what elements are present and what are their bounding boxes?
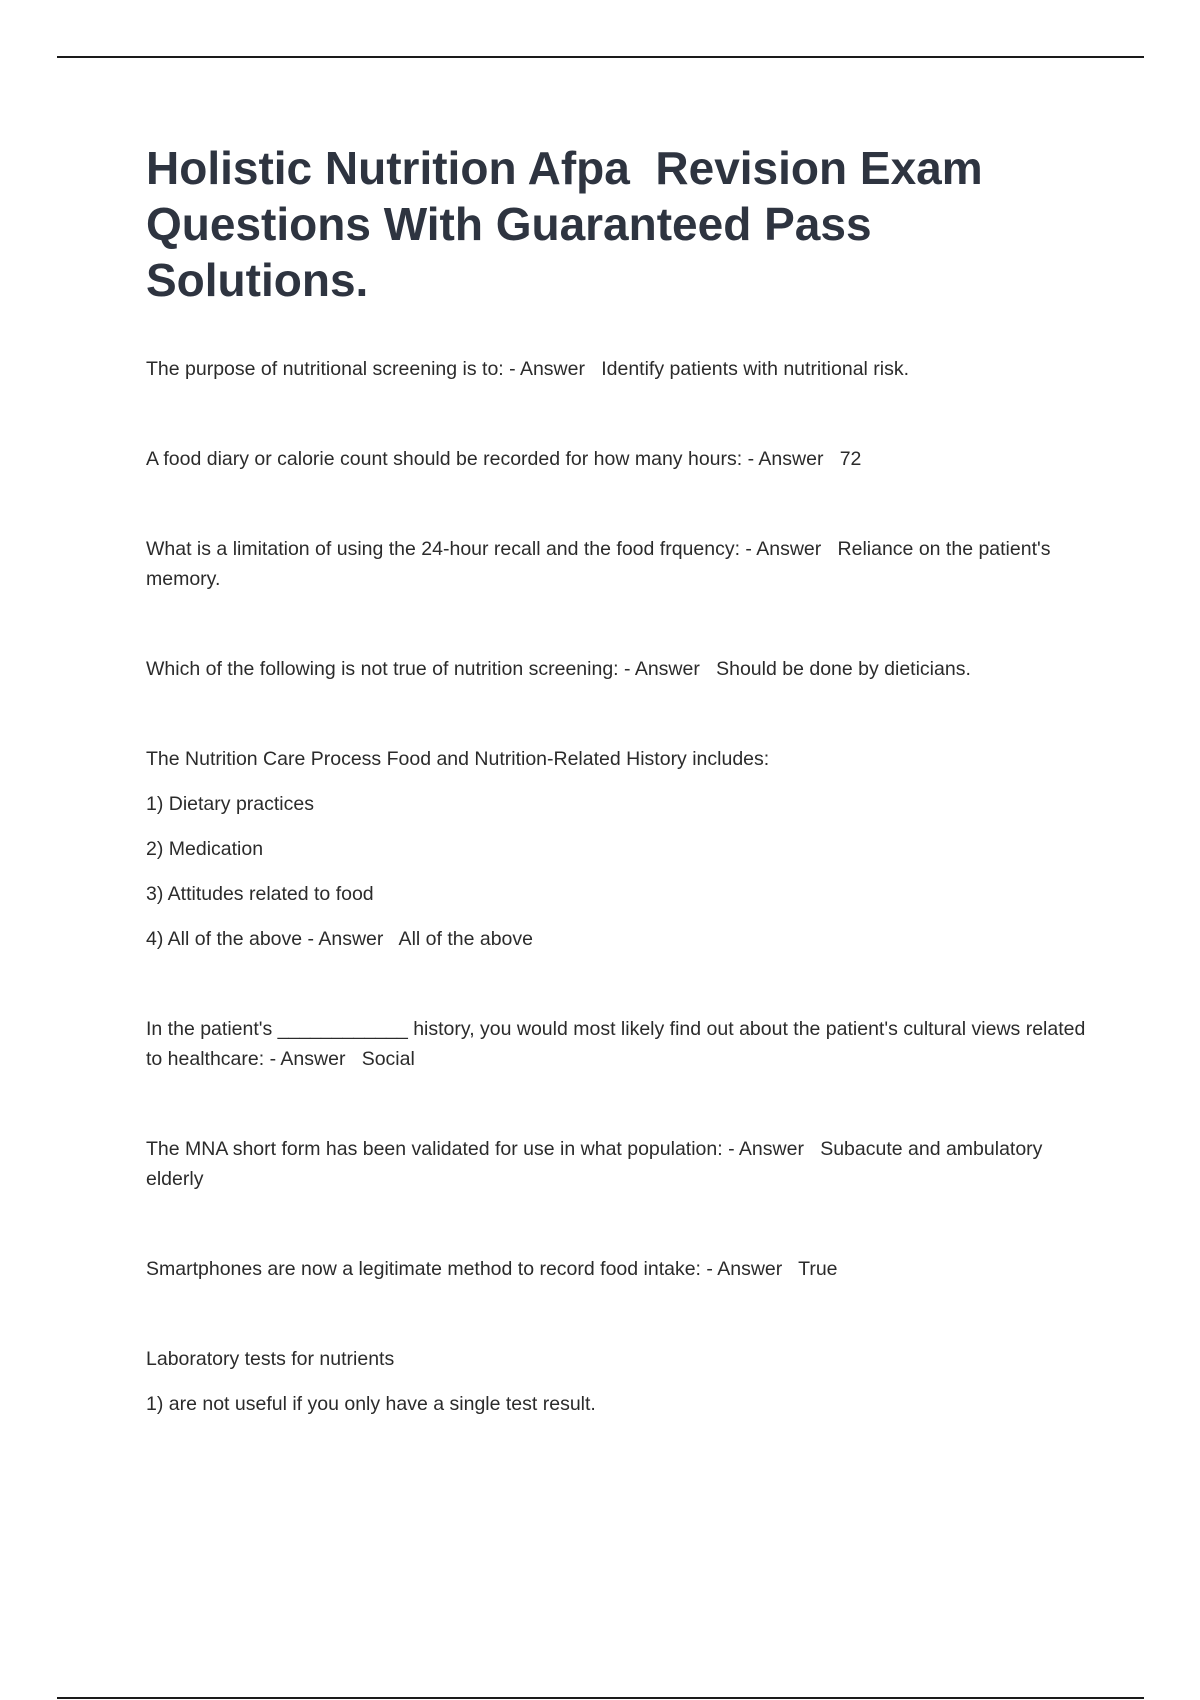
qa-item: In the patient's ____________ history, you would most likely find out about the patient's cultural views related to healthcare: - Answer Social	[146, 1018, 1091, 1070]
qa-option: 1) are not useful if you only have a single test result.	[146, 1393, 596, 1415]
qa-option: 3) Attitudes related to food	[146, 883, 374, 905]
qa-item: The MNA short form has been validated for use in what population: - Answer Subacute and ambulatory elderly	[146, 1138, 1048, 1190]
qa-item: Smartphones are now a legitimate method to record food intake: - Answer True	[146, 1258, 838, 1280]
qa-option: 2) Medication	[146, 838, 264, 860]
qa-option: 1) Dietary practices	[146, 793, 314, 815]
document-body	[146, 140, 1096, 1419]
document-title: Holistic Nutrition Afpa Revision Exam Questions With Guaranteed Pass Solutions.	[146, 142, 996, 306]
qa-item: The purpose of nutritional screening is to: - Answer Identify patients with nutritional risk.	[146, 358, 910, 380]
qa-item: What is a limitation of using the 24-hour recall and the food frquency: - Answer Reliance on the patient's memory.	[146, 538, 1056, 590]
qa-item: Which of the following is not true of nutrition screening: - Answer Should be done by dieticians.	[146, 658, 971, 680]
top-rule	[57, 56, 1144, 58]
qa-item: Laboratory tests for nutrients	[146, 1348, 395, 1370]
qa-option: 4) All of the above - Answer All of the above	[146, 928, 533, 950]
bottom-rule	[57, 1697, 1144, 1699]
qa-item: The Nutrition Care Process Food and Nutrition-Related History includes:	[146, 748, 770, 770]
qa-item: A food diary or calorie count should be recorded for how many hours: - Answer 72	[146, 448, 862, 470]
qa-list	[146, 354, 1096, 1419]
